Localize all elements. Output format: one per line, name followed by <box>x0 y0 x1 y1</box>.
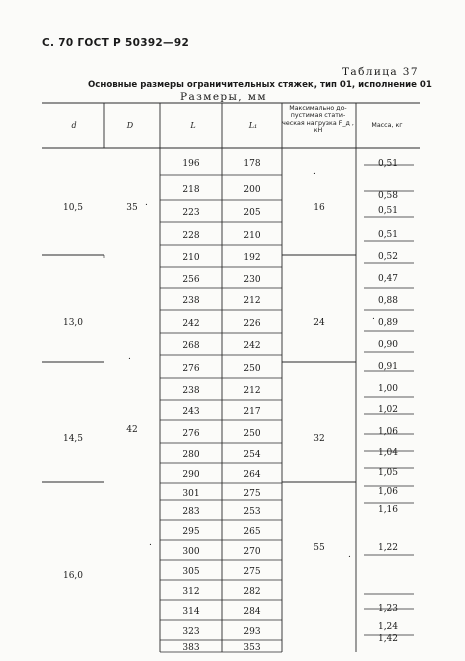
cell-L1: 250 <box>243 428 261 439</box>
stray-mark: . <box>348 550 351 560</box>
cell-L: 312 <box>182 587 200 597</box>
cell-L: 290 <box>182 470 200 480</box>
cell-L1: 226 <box>243 318 261 329</box>
cell-load: 32 <box>313 434 325 444</box>
stray-mark: . <box>145 198 148 208</box>
cell-L1: 242 <box>243 341 261 351</box>
cell-L: 300 <box>182 547 200 557</box>
cell-L1: 265 <box>243 527 261 537</box>
cell-mass: 0,88 <box>377 296 399 306</box>
cell-mass: 0,47 <box>377 273 399 284</box>
cell-L: 276 <box>182 428 200 439</box>
cell-load: 16 <box>313 202 325 213</box>
cell-L1: 210 <box>243 230 261 241</box>
cell-L1: 284 <box>243 607 261 617</box>
cell-L1: 212 <box>243 386 261 396</box>
cell-L1: 217 <box>243 407 261 417</box>
cell-D: 42 <box>126 425 138 435</box>
cell-mass: 1,05 <box>377 468 399 478</box>
column-header-D: D <box>126 121 134 130</box>
table-title: Основные размеры ограничительных стяжек, тип 01, исполнение 01 <box>88 80 432 90</box>
cell-L: 196 <box>182 158 200 169</box>
cell-L: 228 <box>182 230 200 241</box>
cell-L: 218 <box>182 184 200 195</box>
cell-L: 210 <box>182 253 200 263</box>
cell-L1: 275 <box>243 488 261 499</box>
cell-L1: 192 <box>243 253 261 263</box>
cell-L: 223 <box>182 208 200 218</box>
cell-mass: 0,51 <box>377 158 399 169</box>
cell-L: 323 <box>182 627 200 637</box>
cell-L1: 275 <box>243 567 261 577</box>
cell-L: 243 <box>182 407 200 417</box>
cell-L: 276 <box>182 363 200 374</box>
cell-L1: 212 <box>243 296 261 306</box>
column-header-L1: L₁ <box>248 121 258 130</box>
table-number: Таблица 37 <box>342 66 419 78</box>
cell-mass: 1,16 <box>377 505 399 515</box>
cell-mass: 0,52 <box>377 252 399 262</box>
cell-mass: 1,00 <box>377 384 399 394</box>
cell-L1: 264 <box>243 470 261 480</box>
cell-L: 242 <box>182 318 200 329</box>
cell-L1: 270 <box>243 547 261 557</box>
cell-L: 383 <box>182 643 200 653</box>
cell-L: 295 <box>182 527 200 537</box>
cell-L: 238 <box>182 386 200 396</box>
stray-mark: . <box>313 167 316 177</box>
cell-mass: 0,58 <box>377 190 399 201</box>
cell-mass: 0,90 <box>377 340 399 350</box>
cell-L1: 250 <box>243 363 261 374</box>
cell-mass: 1,22 <box>377 543 399 553</box>
column-header-load: Максимально до-пустимая стати-ческая нагрузка F_д , кН <box>282 105 354 135</box>
cell-L1: 205 <box>243 208 261 218</box>
cell-D: 35 <box>126 202 138 213</box>
cell-L1: 178 <box>243 158 261 169</box>
cell-d: 10,5 <box>62 202 84 213</box>
cell-mass: 1,02 <box>377 405 399 415</box>
cell-L: 301 <box>182 488 200 499</box>
column-header-d: d <box>71 121 77 130</box>
cell-L: 256 <box>182 274 200 285</box>
cell-d: 14,5 <box>62 434 84 444</box>
cell-L1: 293 <box>243 627 261 637</box>
cell-mass: 0,51 <box>377 206 399 216</box>
cell-L: 283 <box>182 507 200 517</box>
cell-L: 305 <box>182 567 200 577</box>
cell-mass: 1,06 <box>377 426 399 437</box>
cell-mass: 0,91 <box>377 361 399 372</box>
cell-mass: 0,89 <box>377 317 399 328</box>
cell-L: 268 <box>182 341 200 351</box>
cell-load: 24 <box>313 317 325 328</box>
cell-L: 280 <box>182 450 200 460</box>
stray-mark: . <box>128 352 131 362</box>
cell-mass: 0,51 <box>377 229 399 240</box>
cell-L1: 200 <box>243 184 261 195</box>
cell-mass: 1,23 <box>377 604 399 614</box>
cell-L1: 282 <box>243 587 261 597</box>
cell-L1: 353 <box>243 643 261 653</box>
cell-d: 16,0 <box>62 571 84 581</box>
cell-mass: 1,24 <box>377 622 399 632</box>
sizes-label: Размеры, мм <box>180 91 267 103</box>
cell-L1: 230 <box>243 274 261 285</box>
cell-d: 13,0 <box>62 317 84 328</box>
cell-L1: 253 <box>243 507 261 517</box>
column-header-mass: Масса, кг <box>371 122 403 129</box>
cell-mass: 1,42 <box>377 634 399 644</box>
stray-mark: . <box>149 538 152 548</box>
cell-L: 238 <box>182 296 200 306</box>
cell-L1: 254 <box>243 450 261 460</box>
cell-mass: 1,04 <box>377 448 399 458</box>
cell-L: 314 <box>182 607 200 617</box>
stray-mark: . <box>372 312 375 322</box>
cell-mass: 1,06 <box>377 486 399 497</box>
page-header: С. 70 ГОСТ Р 50392—92 <box>42 37 190 49</box>
column-header-L: L <box>190 121 196 130</box>
cell-load: 55 <box>313 543 325 553</box>
